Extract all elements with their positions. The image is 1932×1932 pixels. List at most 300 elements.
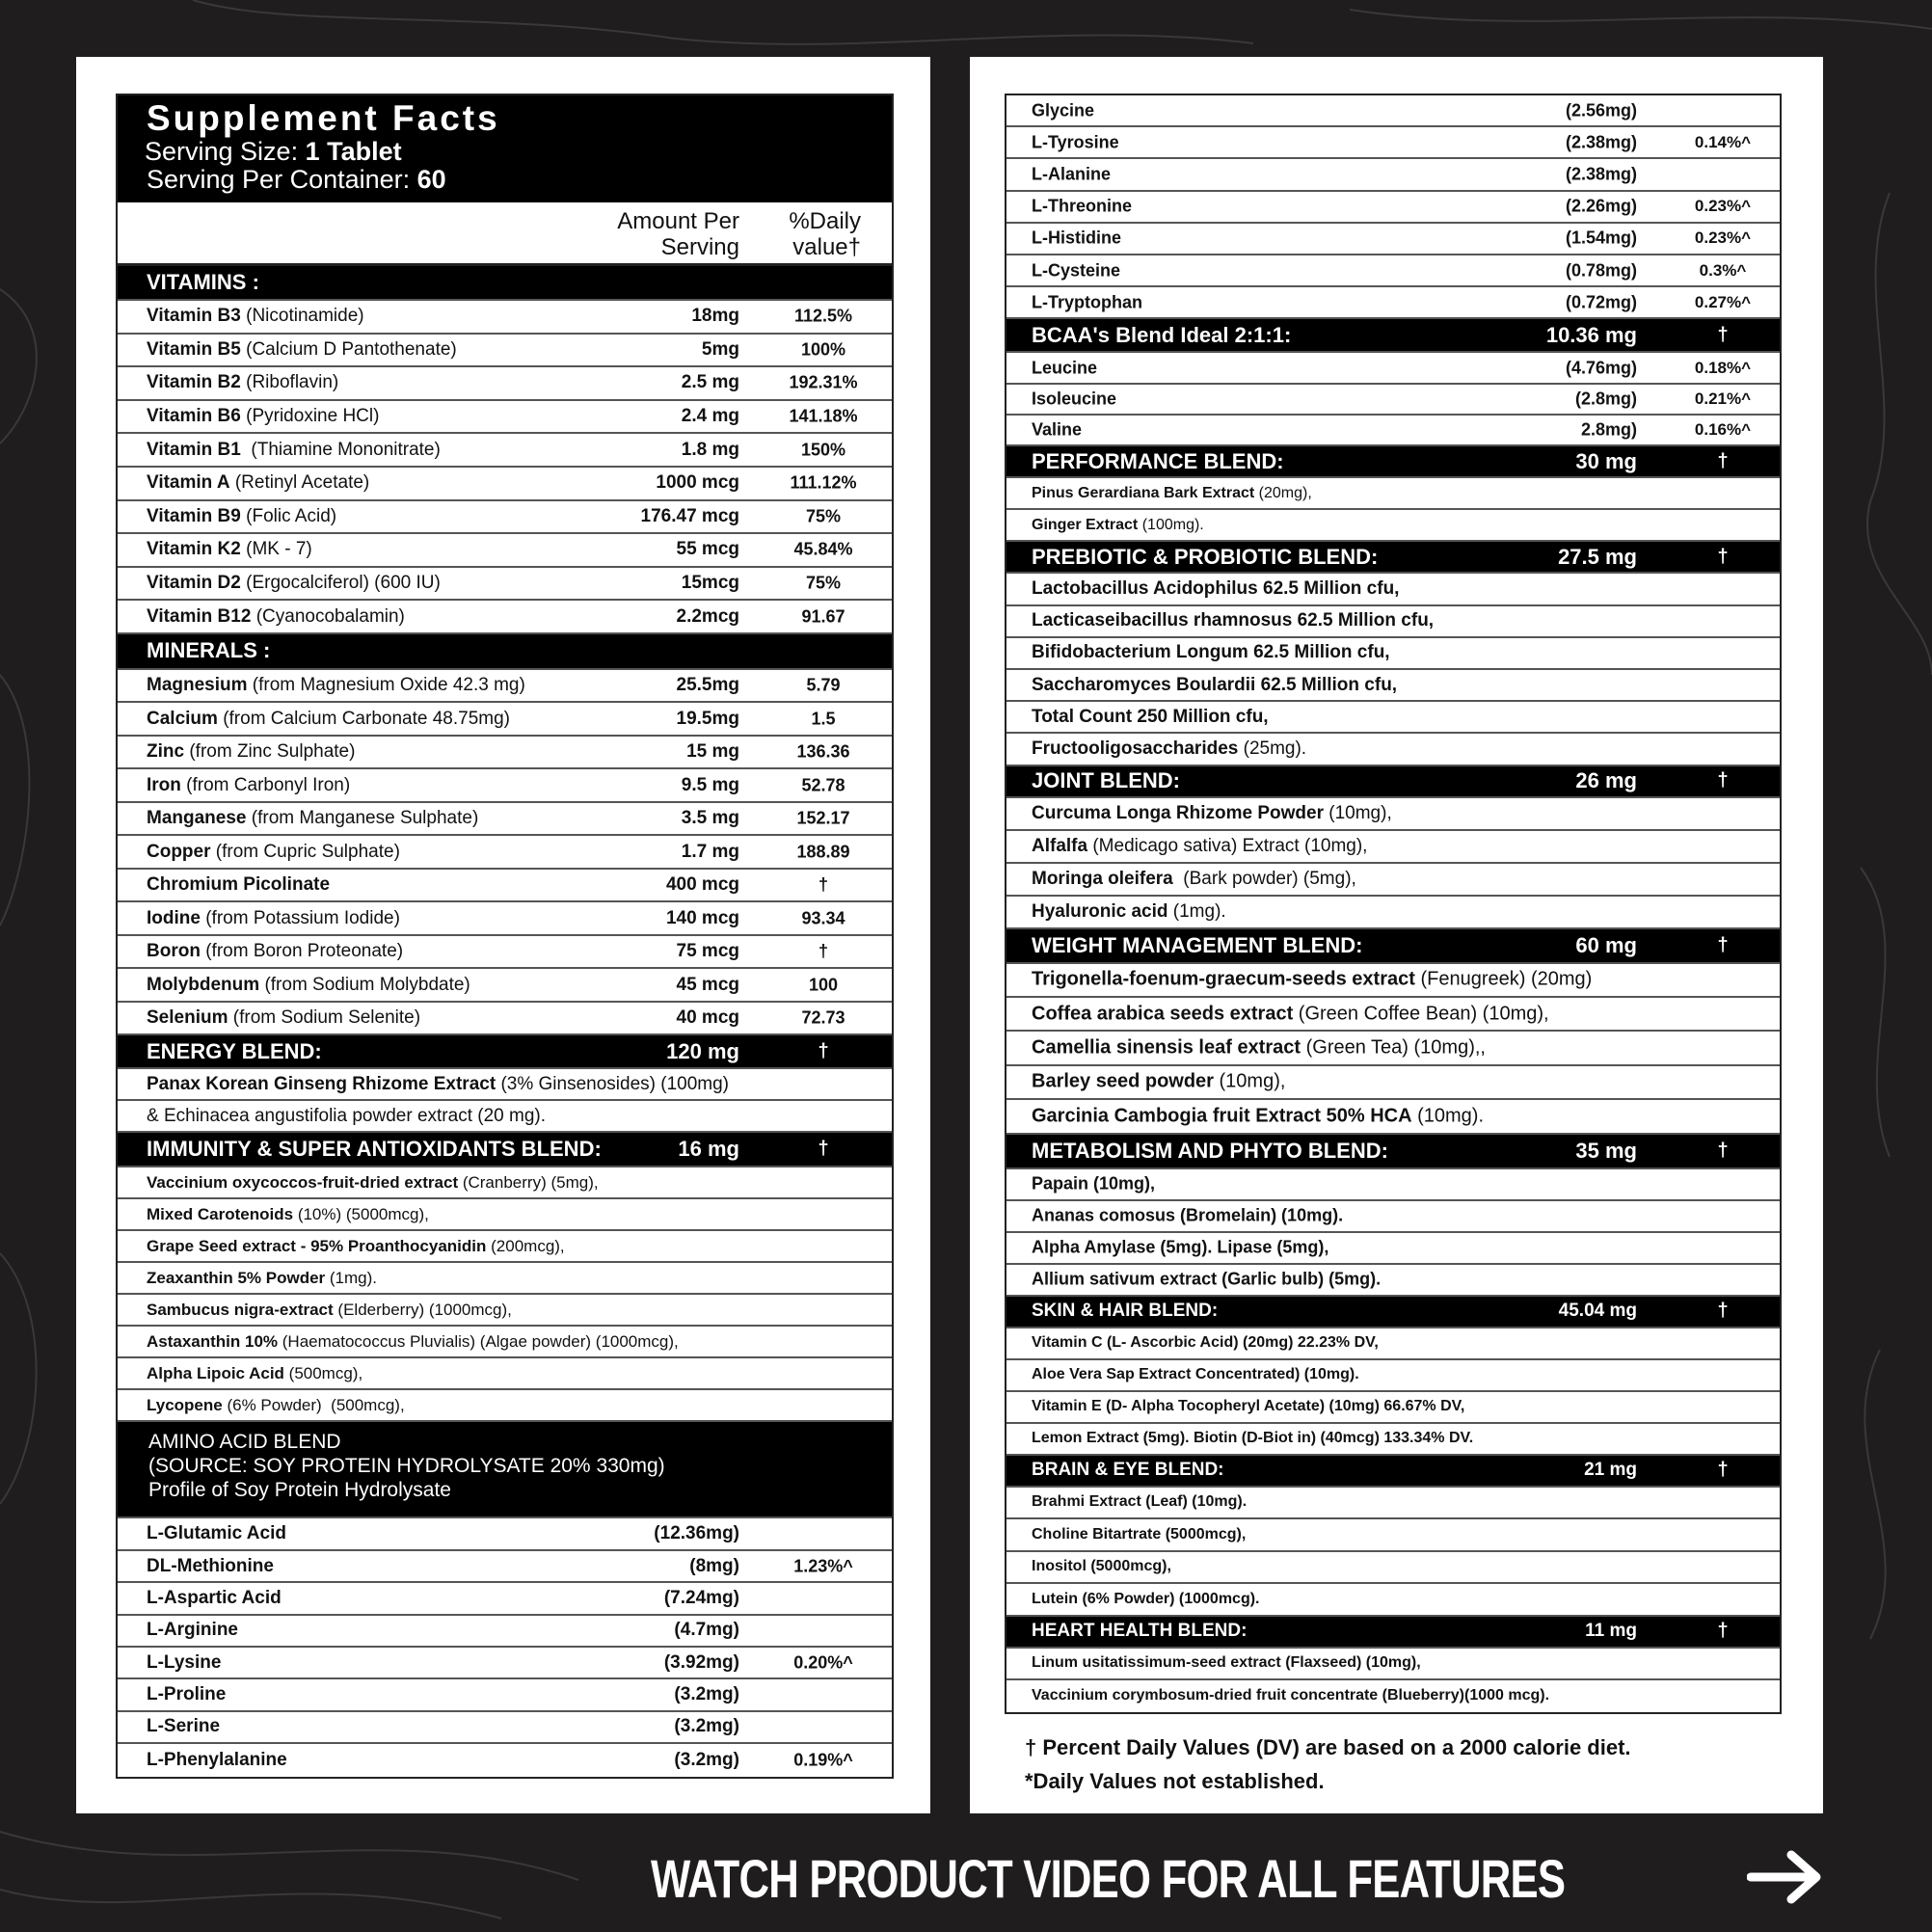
amount-header-line: Amount Per (617, 208, 739, 234)
per-container-label: Serving Per Container: (147, 165, 411, 194)
amount-per-serving: 15 mg (686, 741, 739, 763)
dv-header-line: %Daily (789, 208, 861, 234)
table-row (118, 335, 892, 368)
ingredient-label (1032, 197, 1132, 217)
ingredient-label (1032, 132, 1119, 152)
daily-value: 5.79 (806, 675, 841, 695)
table-row (118, 870, 892, 903)
table-row (118, 1390, 892, 1422)
ingredient-name: Selenium (147, 1007, 228, 1029)
ingredient-name: Trigonella-foenum-graecum-seeds extract (1032, 968, 1415, 990)
ingredient-label (1032, 1003, 1549, 1025)
ingredient-description: (from Boron Proteonate) (200, 941, 404, 962)
ingredient-label (147, 709, 510, 730)
ingredient-description: & Echinacea angustifolia powder extract (20 mg). (147, 1105, 546, 1126)
daily-value: † (818, 941, 828, 961)
table-row (1006, 864, 1780, 897)
daily-value: 1.23%^ (793, 1556, 853, 1576)
ingredient-name: L-Alanine (1032, 164, 1112, 184)
ingredient-label (147, 1173, 599, 1193)
ingredient-description: (from Calcium Carbonate 48.75mg) (217, 708, 510, 729)
section-amount: 16 mg (678, 1137, 739, 1162)
ingredient-name: L-Tyrosine (1032, 132, 1119, 152)
amount-per-serving: 15mcg (681, 573, 739, 594)
table-row (118, 1551, 892, 1583)
daily-value: 192.31% (789, 372, 858, 392)
ingredient-label (1032, 1105, 1484, 1127)
section-heading (118, 266, 892, 301)
ingredient-label (147, 1652, 221, 1674)
ingredient-label (147, 539, 312, 560)
ingredient-description: (from Sodium Selenite) (228, 1007, 421, 1029)
table-row (118, 1231, 892, 1263)
footnote-dv: † Percent Daily Values (DV) are based on a 2000 calorie diet. (1025, 1735, 1631, 1759)
ingredient-name: Panax Korean Ginseng Rhizome Extract (147, 1073, 496, 1094)
section-heading (118, 1133, 892, 1167)
table-row (118, 1263, 892, 1295)
ingredient-name: Vitamin C (L- Ascorbic Acid) (20mg) 22.23% DV, (1032, 1334, 1379, 1352)
table-row (118, 1616, 892, 1648)
ingredient-name: Vitamin D2 (147, 573, 241, 594)
daily-value: 188.89 (796, 842, 850, 862)
left-table-body (118, 266, 892, 1777)
daily-value: 0.20%^ (793, 1652, 853, 1673)
ingredient-name: Vaccinium corymbosum-dried fruit concentrate (Blueberry)(1000 mcg). (1032, 1687, 1550, 1704)
ingredient-name: Vitamin B3 (147, 306, 241, 327)
ingredient-label (147, 606, 405, 628)
ingredient-name: L-Threonine (1032, 196, 1132, 216)
amount-per-serving: 1.8 mg (681, 439, 739, 460)
ingredient-name: Brahmi Extract (Leaf) (10mg). (1032, 1493, 1248, 1511)
ingredient-label (147, 675, 525, 696)
ingredient-label (147, 1269, 377, 1288)
ingredient-label (147, 506, 336, 527)
ingredient-description: (Retinyl Acetate) (229, 472, 370, 494)
ingredient-description: (Pyridoxine HCl) (240, 406, 380, 427)
ingredient-label (147, 1620, 238, 1641)
ingredient-name: Iodine (147, 907, 201, 928)
amount-per-serving: 3.5 mg (681, 808, 739, 829)
section-heading-title: ENERGY BLEND: (147, 1038, 322, 1063)
table-row (1006, 670, 1780, 702)
amount-per-serving: (4.76mg) (1565, 358, 1637, 377)
daily-value: 91.67 (801, 606, 845, 627)
daily-value: 0.3%^ (1699, 260, 1747, 280)
amount-per-serving: (3.92mg) (663, 1651, 739, 1673)
ingredient-label (1032, 1174, 1155, 1194)
section-amount: 30 mg (1575, 448, 1637, 473)
dagger-icon: † (1717, 324, 1729, 346)
ingredient-name: Manganese (147, 808, 247, 829)
ingredient-name: Zinc (147, 741, 185, 763)
table-row (118, 401, 892, 435)
section-heading-title: METABOLISM AND PHYTO BLEND: (1032, 1138, 1388, 1163)
table-row (118, 670, 892, 704)
supplement-facts-table-continued (1005, 94, 1782, 1714)
dagger-icon: † (1717, 1620, 1729, 1642)
ingredient-name: Grape Seed extract - 95% Proanthocyanidin (147, 1236, 487, 1255)
ingredient-name: Pinus Gerardiana Bark Extract (1032, 484, 1255, 501)
ingredient-name: L-Aspartic Acid (147, 1587, 282, 1608)
ingredient-name: Valine (1032, 419, 1083, 440)
amount-per-serving: 176.47 mcg (640, 505, 739, 526)
section-heading (1006, 319, 1780, 353)
watch-video-banner[interactable]: WATCH PRODUCT VIDEO FOR ALL FEATURES (651, 1848, 1566, 1909)
ingredient-name: L-Proline (147, 1684, 227, 1705)
ingredient-name: Leucine (1032, 358, 1098, 377)
ingredient-description: (10mg), (1213, 1070, 1286, 1092)
section-heading (1006, 1456, 1780, 1488)
table-row (118, 703, 892, 737)
table-row (118, 902, 892, 936)
serving-size-value: 1 Tablet (305, 137, 402, 166)
amount-per-serving: 2.8mg) (1580, 419, 1637, 440)
amount-per-serving: 55 mcg (676, 539, 739, 560)
section-heading-title: BCAA's Blend Ideal 2:1:1: (1032, 322, 1292, 347)
section-heading (1006, 1617, 1780, 1649)
daily-value: † (818, 874, 828, 895)
ingredient-name: L-Cysteine (1032, 260, 1121, 281)
amount-per-serving: (1.54mg) (1565, 228, 1637, 248)
ingredient-name: Vitamin B6 (147, 406, 241, 427)
table-row (1006, 1233, 1780, 1265)
table-row (1006, 1584, 1780, 1617)
table-row (118, 936, 892, 970)
table-row (118, 1167, 892, 1199)
serving-per-container (147, 166, 892, 194)
ingredient-description: (Folic Acid) (240, 505, 337, 526)
table-row (118, 601, 892, 634)
amount-per-serving: (3.2mg) (674, 1749, 739, 1770)
table-row (1006, 192, 1780, 224)
ingredient-name: L-Lysine (147, 1651, 222, 1673)
ingredient-label (1032, 1591, 1260, 1608)
ingredient-name: Garcinia Cambogia fruit Extract 50% HCA (1032, 1105, 1412, 1127)
ingredient-label (1032, 1687, 1549, 1704)
daily-value: 0.23%^ (1694, 228, 1752, 248)
table-row (1006, 606, 1780, 638)
table-row (118, 1003, 892, 1036)
amount-per-serving: (2.38mg) (1565, 164, 1637, 184)
amount-per-serving: (4.7mg) (674, 1620, 739, 1641)
amount-per-serving: 18mg (691, 306, 739, 327)
amount-per-serving: (7.24mg) (663, 1587, 739, 1608)
daily-value: 152.17 (796, 808, 850, 828)
serving-size (145, 138, 892, 166)
ingredient-label (1032, 1071, 1285, 1093)
ingredient-label (147, 440, 441, 461)
ingredient-label (1032, 389, 1116, 409)
table-row (1006, 95, 1780, 127)
ingredient-name: Alfalfa (1032, 835, 1088, 856)
daily-value: 112.5% (793, 306, 853, 326)
ingredient-name: Curcuma Longa Rhizome Powder (1032, 802, 1324, 823)
table-row (1006, 1265, 1780, 1297)
dagger-icon: † (1717, 1459, 1729, 1481)
table-row (1006, 964, 1780, 998)
table-row (1006, 1169, 1780, 1201)
amount-per-serving: 2.2mcg (676, 605, 739, 627)
section-amount: 35 mg (1575, 1138, 1637, 1163)
table-row (1006, 897, 1780, 929)
section-heading (1006, 542, 1780, 574)
ingredient-description: (Fenugreek) (20mg) (1414, 968, 1593, 990)
ingredient-name: L-Glutamic Acid (147, 1523, 286, 1544)
ingredient-name: Hyaluronic acid (1032, 900, 1168, 922)
ingredient-name: Lemon Extract (5mg). Biotin (D-Biot in) (40mcg) 133.34% DV. (1032, 1430, 1474, 1447)
ingredient-name: Aloe Vera Sap Extract Concentrated) (10mg). (1032, 1366, 1359, 1383)
ingredient-name: Total Count 250 Million cfu, (1032, 706, 1269, 727)
section-heading (118, 1422, 892, 1518)
right-table-body (1006, 95, 1780, 1712)
ingredient-description: (from Manganese Sulphate) (246, 808, 479, 829)
amount-per-serving: 19.5mg (676, 708, 739, 729)
table-row (1006, 1100, 1780, 1134)
ingredient-label (1032, 1334, 1379, 1352)
amount-per-serving: (2.56mg) (1565, 100, 1637, 121)
ingredient-description: (from Carbonyl Iron) (180, 774, 351, 795)
table-row (1006, 1392, 1780, 1424)
footnote-not-established: *Daily Values not established. (1025, 1769, 1325, 1793)
dagger-icon: † (1717, 450, 1729, 472)
table-row (1006, 1032, 1780, 1065)
amount-per-serving: 140 mcg (665, 907, 739, 928)
section-heading (1006, 929, 1780, 964)
ingredient-name: Sambucus nigra-extract (147, 1300, 334, 1319)
ingredient-description: (Ergocalciferol) (600 IU) (240, 573, 441, 594)
section-heading (118, 1035, 892, 1069)
ingredient-description: (Calcium D Pantothenate) (240, 338, 457, 360)
ingredient-label (147, 975, 470, 996)
ingredient-label (147, 741, 355, 763)
ingredient-label (1032, 164, 1111, 184)
serving-size-label: Serving Size: (145, 137, 299, 166)
section-amount: 27.5 mg (1558, 544, 1637, 569)
table-row (1006, 1488, 1780, 1520)
ingredient-label (1032, 1206, 1343, 1226)
ingredient-label (1032, 1526, 1246, 1543)
ingredient-name: L-Phenylalanine (147, 1749, 287, 1770)
ingredient-description: (from Cupric Sulphate) (210, 841, 400, 862)
ingredient-name: Bifidobacterium Longum 62.5 Million cfu, (1032, 642, 1390, 663)
daily-value: 0.27%^ (1694, 292, 1752, 311)
ingredient-label (1032, 292, 1142, 312)
section-amount: 26 mg (1575, 768, 1637, 793)
ingredient-name: Choline Bitartrate (5000mcg), (1032, 1525, 1247, 1543)
amount-per-serving: (0.72mg) (1565, 292, 1637, 312)
daily-value: 111.12% (790, 472, 857, 493)
ingredient-name: Astaxanthin 10% (147, 1331, 279, 1351)
table-row (1006, 224, 1780, 255)
ingredient-description: (20mg), (1254, 484, 1312, 501)
ingredient-name: Coffea arabica seeds extract (1032, 1003, 1294, 1025)
table-row (118, 468, 892, 501)
ingredient-name: L-Serine (147, 1716, 221, 1737)
ingredient-name: Vitamin K2 (147, 539, 241, 560)
section-amount: 10.36 mg (1545, 322, 1637, 347)
daily-value: 100 (808, 975, 839, 995)
table-row (118, 1518, 892, 1550)
ingredient-name: Alpha Lipoic Acid (147, 1363, 284, 1382)
ingredient-label (1032, 803, 1392, 824)
table-row (118, 568, 892, 602)
ingredient-description: (from Zinc Sulphate) (184, 741, 356, 763)
ingredient-label (147, 1205, 429, 1224)
ingredient-label (147, 1684, 226, 1705)
table-row (118, 1101, 892, 1133)
ingredient-label (1032, 1654, 1421, 1672)
daily-value: 1.5 (811, 709, 836, 729)
section-heading-title: VITAMINS : (147, 270, 259, 294)
dv-header-line: value† (792, 234, 861, 260)
ingredient-description: (from Magnesium Oxide 42.3 mg) (247, 675, 525, 696)
arrow-right-icon[interactable] (1747, 1849, 1826, 1905)
ingredient-label (147, 1556, 274, 1577)
ingredient-name: Lycopene (147, 1395, 223, 1414)
ingredient-label (147, 1396, 405, 1415)
ingredient-description: (from Sodium Molybdate) (259, 974, 470, 995)
ingredient-name: Alpha Amylase (5mg). Lipase (5mg), (1032, 1237, 1329, 1257)
ingredient-name: DL-Methionine (147, 1555, 274, 1576)
table-row (1006, 159, 1780, 191)
ingredient-name: Isoleucine (1032, 389, 1117, 409)
ingredient-label (1032, 1366, 1359, 1383)
table-row (118, 367, 892, 401)
ingredient-description: (Elderberry) (1000mcg), (333, 1300, 512, 1319)
column-headers (118, 202, 892, 266)
ingredient-label (1032, 738, 1306, 760)
ingredient-description: (Green Tea) (10mg),, (1301, 1036, 1486, 1059)
section-heading-title: MINERALS : (147, 638, 271, 663)
ingredient-name: Molybdenum (147, 974, 260, 995)
section-heading-title: BRAIN & EYE BLEND: (1032, 1460, 1224, 1481)
ingredient-label (147, 1364, 362, 1383)
daily-value: 72.73 (801, 1007, 845, 1028)
ingredient-name: Vaccinium oxycoccos-fruit-dried extract (147, 1172, 459, 1192)
ingredient-label (1032, 642, 1390, 663)
amount-per-serving: (12.36mg) (654, 1523, 739, 1544)
ingredient-name: Ginger Extract (1032, 516, 1139, 533)
section-heading-title: WEIGHT MANAGEMENT BLEND: (1032, 932, 1363, 957)
ingredient-label (147, 941, 403, 962)
table-row (118, 1744, 892, 1776)
ingredient-label (1032, 1398, 1464, 1415)
section-amount: 21 mg (1584, 1460, 1637, 1481)
ingredient-description: (100mg). (1138, 516, 1204, 533)
ingredient-label (147, 1301, 512, 1320)
table-row (1006, 510, 1780, 542)
ingredient-label (147, 406, 379, 427)
ingredient-label (1032, 420, 1082, 441)
daily-value: 141.18% (789, 406, 858, 426)
table-row (1006, 734, 1780, 765)
amount-per-serving: 1000 mcg (656, 472, 739, 494)
section-heading (1006, 446, 1780, 478)
ingredient-name: Vitamin A (147, 472, 230, 494)
ingredient-name: Zeaxanthin 5% Powder (147, 1268, 326, 1287)
ingredient-description: (10mg), (1323, 802, 1392, 823)
ingredient-name: L-Histidine (1032, 228, 1121, 248)
ingredient-description: (Haematococcus Pluvialis) (Algae powder) (1000mcg), (278, 1331, 679, 1351)
section-amount: 45.04 mg (1558, 1301, 1637, 1322)
ingredient-name: Chromium Picolinate (147, 874, 331, 896)
table-row (1006, 1519, 1780, 1552)
ingredient-label (1032, 675, 1397, 696)
daily-value: 75% (805, 573, 842, 593)
table-row (1006, 1066, 1780, 1100)
supplement-facts-table (116, 94, 894, 1779)
table-row (1006, 638, 1780, 670)
ingredient-name: Moringa oleifera (1032, 868, 1173, 889)
ingredient-label (147, 842, 400, 863)
section-heading-title: IMMUNITY & SUPER ANTIOXIDANTS BLEND: (147, 1137, 602, 1162)
table-row (1006, 1360, 1780, 1392)
ingredient-description: (Bark powder) (5mg), (1172, 868, 1356, 889)
ingredient-description: (25mg). (1238, 738, 1307, 760)
table-row (1006, 255, 1780, 287)
ingredient-label (1032, 1037, 1486, 1060)
dagger-icon: † (818, 1138, 829, 1160)
ingredient-label (147, 573, 441, 594)
daily-value: 150% (800, 440, 846, 460)
table-row (1006, 1680, 1780, 1712)
ingredient-name: Lacticaseibacillus rhamnosus 62.5 Million cfu, (1032, 610, 1435, 631)
ingredient-label (1032, 578, 1399, 600)
section-amount: 11 mg (1585, 1621, 1637, 1642)
ingredient-label (147, 1007, 420, 1029)
ingredient-label (147, 1523, 286, 1544)
table-row (1006, 1649, 1780, 1680)
title: Supplement Facts (147, 98, 500, 138)
heading-line: AMINO ACID BLEND (148, 1431, 341, 1454)
ingredient-description: (10%) (5000mcg), (293, 1204, 429, 1223)
ingredient-name: Barley seed powder (1032, 1070, 1214, 1092)
section-heading (1006, 1297, 1780, 1328)
daily-value: 75% (805, 506, 842, 526)
heading-line: (SOURCE: SOY PROTEIN HYDROLYSATE 20% 330mg) (148, 1455, 665, 1478)
amount-per-serving: (8mg) (689, 1555, 739, 1576)
table-row (1006, 478, 1780, 510)
table-row (118, 769, 892, 803)
table-row (118, 1069, 892, 1101)
heading-line: Profile of Soy Protein Hydrolysate (148, 1479, 451, 1502)
ingredient-name: Saccharomyces Boulardii 62.5 Million cfu, (1032, 674, 1398, 695)
ingredient-description: (Riboflavin) (240, 372, 339, 393)
table-row (118, 501, 892, 535)
table-row (1006, 998, 1780, 1032)
ingredient-description: (10mg). (1411, 1105, 1485, 1127)
amount-per-serving: 2.5 mg (681, 372, 739, 393)
ingredient-description: (3% Ginsenosides) (100mg) (496, 1073, 729, 1094)
table-row (118, 737, 892, 770)
ingredient-description: (Nicotinamide) (240, 306, 364, 327)
ingredient-label (1032, 836, 1367, 857)
table-row (118, 1712, 892, 1744)
ingredient-label (1032, 517, 1204, 534)
ingredient-label (1032, 1270, 1381, 1290)
ingredient-name: Ananas comosus (Bromelain) (10mg). (1032, 1205, 1344, 1225)
ingredient-label (147, 1716, 220, 1737)
section-heading (1006, 1135, 1780, 1169)
ingredient-label (1032, 358, 1097, 378)
ingredient-name: Iron (147, 774, 181, 795)
table-row (1006, 127, 1780, 159)
amount-per-serving: 2.4 mg (681, 406, 739, 427)
ingredient-description: (1mg). (1167, 900, 1226, 922)
amount-per-serving: (0.78mg) (1565, 260, 1637, 281)
ingredient-description: (500mcg), (283, 1363, 363, 1382)
table-row (118, 836, 892, 870)
